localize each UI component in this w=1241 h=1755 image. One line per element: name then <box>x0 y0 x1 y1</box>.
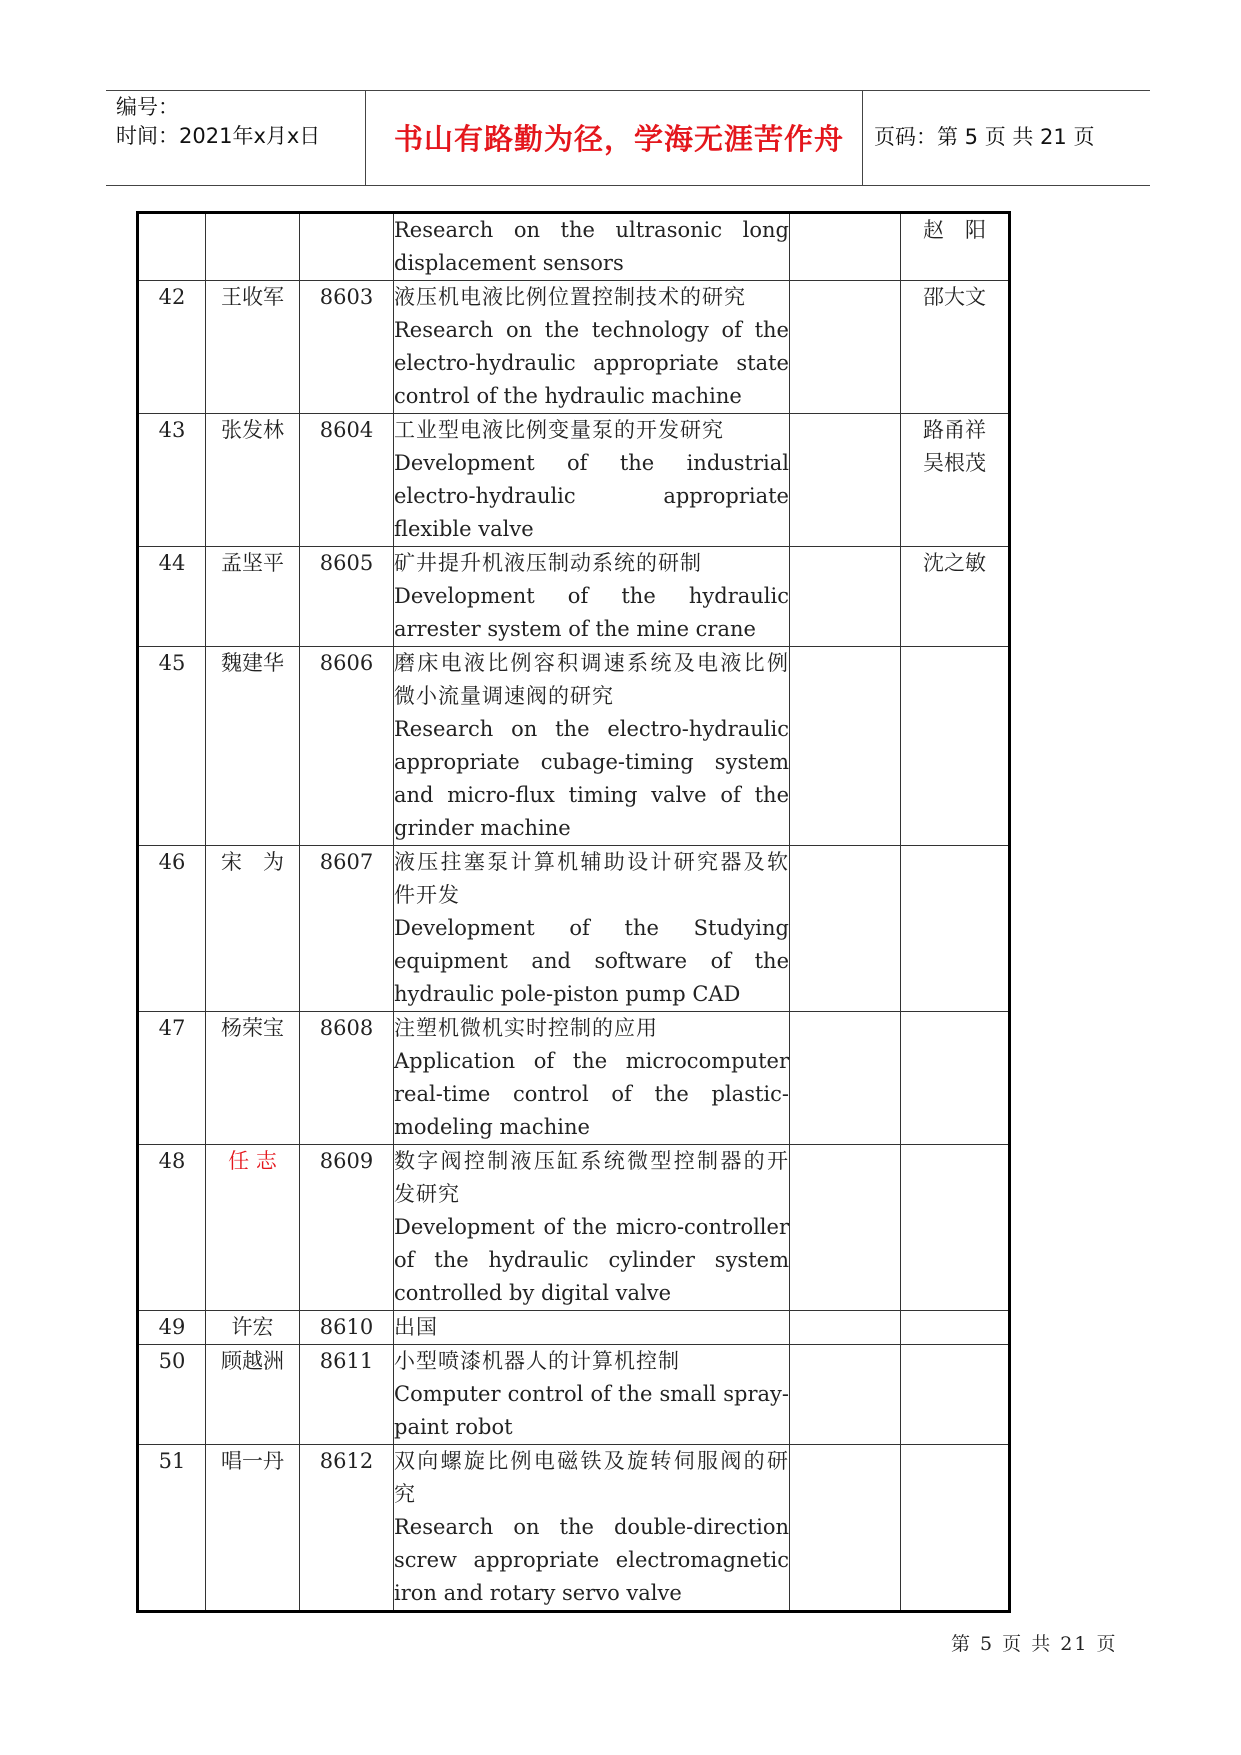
advisor-name: 赵 阳 <box>901 213 1010 281</box>
advisor-name: 路甬祥 吴根茂 <box>901 414 1010 547</box>
student-name: 任 志 <box>206 1145 300 1311</box>
header-divider <box>365 91 366 185</box>
row-number: 49 <box>138 1311 206 1345</box>
student-name: 宋 为 <box>206 846 300 1012</box>
thesis-title-zh: 双向螺旋比例电磁铁及旋转伺服阀的研究 <box>394 1449 789 1506</box>
table-row <box>138 414 1010 547</box>
thesis-title-zh: 矿井提升机液压制动系统的研制 <box>394 551 702 575</box>
thesis-title-en: Research on the double-direction screw appropriate electromagnetic iron and rotary servo valve <box>394 1515 789 1605</box>
student-code: 8607 <box>300 846 394 1012</box>
thesis-title-zh: 数字阀控制液压缸系统微型控制器的开发研究 <box>394 1149 789 1206</box>
row-number: 43 <box>138 414 206 547</box>
student-code: 8610 <box>300 1311 394 1345</box>
student-code: 8611 <box>300 1345 394 1445</box>
student-name: 唱一丹 <box>206 1445 300 1612</box>
advisor-name <box>901 1012 1010 1145</box>
thesis-title <box>394 213 790 281</box>
student-name <box>206 213 300 281</box>
thesis-title <box>394 281 790 414</box>
row-number: 50 <box>138 1345 206 1445</box>
page-header <box>106 90 1150 186</box>
thesis-title-en: Research on the electro-hydraulic appropriate cubage-timing system and micro-flux timing valve of the grinder machine <box>394 717 789 840</box>
advisor-name <box>901 647 1010 846</box>
page-footer: 第 5 页 共 21 页 <box>951 1633 1118 1655</box>
row-number: 48 <box>138 1145 206 1311</box>
note-cell <box>790 414 901 547</box>
thesis-title-zh: 工业型电液比例变量泵的开发研究 <box>394 418 724 442</box>
note-cell <box>790 1012 901 1145</box>
thesis-title <box>394 1012 790 1145</box>
student-code <box>300 213 394 281</box>
table-row <box>138 213 1010 281</box>
table-row <box>138 281 1010 414</box>
table-row <box>138 647 1010 846</box>
note-cell <box>790 647 901 846</box>
student-code: 8606 <box>300 647 394 846</box>
thesis-title-en: Research on the ultrasonic long displacement sensors <box>394 218 789 275</box>
table-row <box>138 1345 1010 1445</box>
header-motto: 书山有路勤为径，学海无涯苦作舟 <box>393 122 844 156</box>
row-number: 42 <box>138 281 206 414</box>
table-row <box>138 1145 1010 1311</box>
thesis-title-en: Development of the industrial electro-hydraulic appropriate flexible valve <box>394 451 789 541</box>
thesis-title-zh: 磨床电液比例容积调速系统及电液比例微小流量调速阀的研究 <box>394 651 789 708</box>
thesis-title-en: Development of the Studying equipment and software of the hydraulic pole-piston pump CAD <box>394 916 789 1006</box>
advisor-name: 邵大文 <box>901 281 1010 414</box>
thesis-title-zh: 出国 <box>394 1315 438 1339</box>
table-row <box>138 1012 1010 1145</box>
thesis-title <box>394 1311 790 1345</box>
student-name: 许宏 <box>206 1311 300 1345</box>
student-code: 8609 <box>300 1145 394 1311</box>
student-name: 孟坚平 <box>206 547 300 647</box>
student-code: 8603 <box>300 281 394 414</box>
serial-label: 编号： <box>116 95 179 119</box>
advisor-name: 沈之敏 <box>901 547 1010 647</box>
note-cell <box>790 1145 901 1311</box>
thesis-title <box>394 414 790 547</box>
thesis-title-zh: 注塑机微机实时控制的应用 <box>394 1016 658 1040</box>
table-row <box>138 846 1010 1012</box>
note-cell <box>790 1311 901 1345</box>
header-left <box>116 93 320 151</box>
student-name: 张发林 <box>206 414 300 547</box>
student-code: 8604 <box>300 414 394 547</box>
row-number: 47 <box>138 1012 206 1145</box>
note-cell <box>790 1345 901 1445</box>
thesis-title-en: Research on the technology of the electro-hydraulic appropriate state control of the hydraulic machine <box>394 318 789 408</box>
thesis-table <box>136 211 1011 1613</box>
thesis-title <box>394 1145 790 1311</box>
thesis-title <box>394 647 790 846</box>
row-number: 46 <box>138 846 206 1012</box>
thesis-title-en: Application of the microcomputer real-time control of the plastic-modeling machine <box>394 1049 789 1139</box>
student-code: 8605 <box>300 547 394 647</box>
student-name: 王收军 <box>206 281 300 414</box>
student-code: 8608 <box>300 1012 394 1145</box>
thesis-title <box>394 1345 790 1445</box>
student-name: 杨荣宝 <box>206 1012 300 1145</box>
note-cell <box>790 547 901 647</box>
advisor-name <box>901 1445 1010 1612</box>
advisor-name <box>901 1145 1010 1311</box>
note-cell <box>790 1445 901 1612</box>
thesis-title-en: Development of the hydraulic arrester system of the mine crane <box>394 584 789 641</box>
note-cell <box>790 213 901 281</box>
header-page-label: 页码：第 5 页 共 21 页 <box>874 125 1095 149</box>
thesis-title <box>394 1445 790 1612</box>
row-number: 51 <box>138 1445 206 1612</box>
header-divider <box>862 91 863 185</box>
note-cell <box>790 846 901 1012</box>
advisor-name <box>901 846 1010 1012</box>
thesis-title-zh: 液压机电液比例位置控制技术的研究 <box>394 285 746 309</box>
thesis-title <box>394 846 790 1012</box>
time-label: 时间：2021年x月x日 <box>116 124 321 148</box>
table-row <box>138 1311 1010 1345</box>
student-name: 魏建华 <box>206 647 300 846</box>
student-code: 8612 <box>300 1445 394 1612</box>
thesis-title-zh: 液压拄塞泵计算机辅助设计研究器及软件开发 <box>394 850 789 907</box>
row-number: 44 <box>138 547 206 647</box>
row-number <box>138 213 206 281</box>
thesis-title-zh: 小型喷漆机器人的计算机控制 <box>394 1349 680 1373</box>
table-body <box>138 213 1010 1612</box>
row-number: 45 <box>138 647 206 846</box>
student-name: 顾越洲 <box>206 1345 300 1445</box>
table-row <box>138 1445 1010 1612</box>
thesis-title-en: Computer control of the small spray-paint robot <box>394 1382 789 1439</box>
thesis-title <box>394 547 790 647</box>
thesis-title-en: Development of the micro-controller of the hydraulic cylinder system controlled by digital valve <box>394 1215 789 1305</box>
table-row <box>138 547 1010 647</box>
note-cell <box>790 281 901 414</box>
advisor-name <box>901 1311 1010 1345</box>
advisor-name <box>901 1345 1010 1445</box>
